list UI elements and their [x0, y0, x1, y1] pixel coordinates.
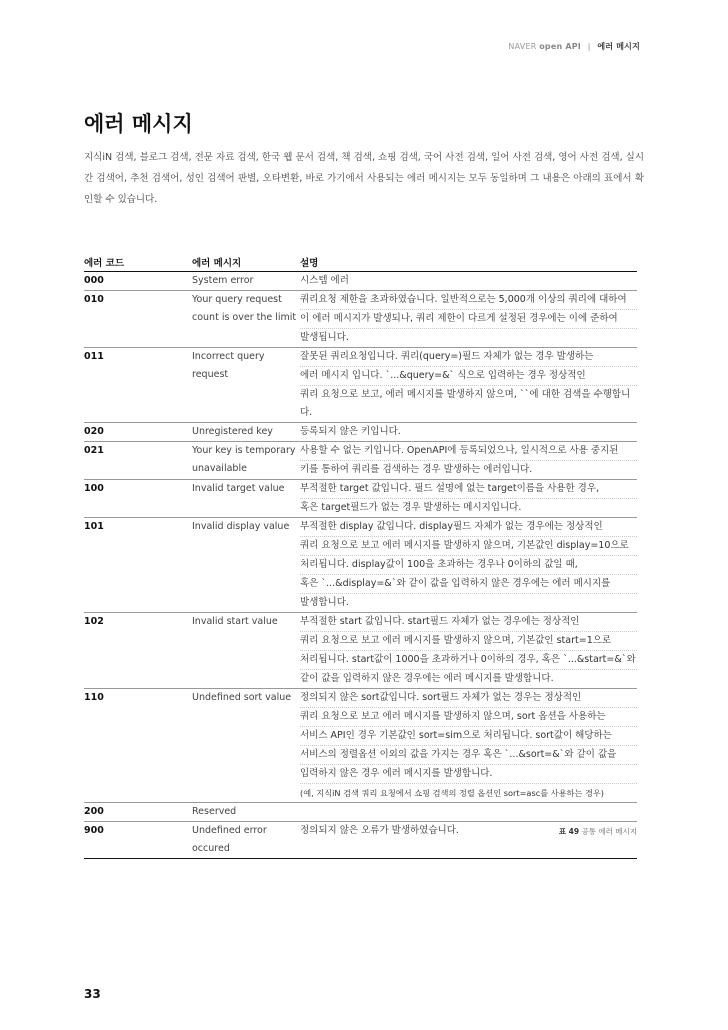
description-cell [300, 613, 637, 689]
error-message-line: unavailable [192, 463, 247, 474]
description-line: 혹은 `...&display=&`와 같이 값을 입력하지 않은 경우에는 에러 메시지를 [300, 575, 637, 594]
error-message-line: Incorrect query [192, 351, 265, 362]
description-cell [300, 348, 637, 423]
description-cell [300, 291, 637, 348]
page-title: 에러 메시지 [84, 112, 193, 136]
table-row [84, 480, 637, 518]
description-line [300, 803, 637, 821]
description-line: 부적절한 target 값입니다. 필드 설명에 없는 target이름을 사용한 경우, [300, 480, 637, 499]
error-message-line: count is over the limit [192, 312, 297, 323]
description-line: (예, 지식iN 검색 쿼리 요청에서 쇼핑 검색의 정렬 옵션인 sort=asc를 사용하는 경우) [300, 788, 604, 798]
description-cell [300, 689, 637, 803]
description-line: 쿼리요청 제한을 초과하였습니다. 일반적으로는 5,000개 이상의 쿼리에 대하여 [300, 291, 637, 310]
header-product: open API [539, 42, 581, 51]
description-line: 쿼리 요청으로 보고 에러 메시지를 발생하지 않으며, 기본값인 start=1으로 [300, 632, 637, 651]
error-code-cell: 101 [84, 518, 192, 613]
table-body [84, 272, 637, 859]
header-description: 설명 [300, 252, 637, 272]
error-code-cell: 020 [84, 423, 192, 442]
error-code-cell: 200 [84, 803, 192, 822]
description-cell [300, 480, 637, 518]
description-line: 에러 메시지 입니다. `...&query=&` 식으로 입력하는 경우 정상적인 [300, 367, 637, 386]
table-row [84, 518, 637, 613]
table-caption [559, 826, 637, 837]
header-section: 에러 메시지 [597, 42, 640, 51]
error-message-cell [192, 613, 300, 689]
description-line: 사용할 수 없는 키입니다. OpenAPI에 등록되었으나, 일시적으로 사용 중지된 [300, 442, 637, 461]
description-line: 처리됩니다. start값이 1000을 초과하거나 0이하의 경우, 혹은 `...&start=&`와 [300, 651, 637, 670]
table-row [84, 423, 637, 442]
description-cell [300, 518, 637, 613]
error-message-line: Invalid target value [192, 483, 285, 494]
description-line: 부적절한 start 값입니다. start필드 자체가 없는 경우에는 정상적인 [300, 613, 637, 632]
description-cell [300, 423, 637, 442]
error-message-line: Reserved [192, 806, 237, 817]
description-line: 시스템 에러 [300, 275, 349, 286]
header-separator: | [587, 42, 591, 51]
description-line: 등록되지 않은 키입니다. [300, 426, 401, 437]
description-cell [300, 442, 637, 480]
description-line: 발생됩니다. [300, 332, 349, 343]
table-row [84, 822, 637, 859]
table-row [84, 348, 637, 423]
description-line: 키를 통하여 쿼리를 검색하는 경우 발생하는 에러입니다. [300, 464, 533, 475]
error-message-cell [192, 822, 300, 859]
error-message-line: Unregistered key [192, 426, 273, 437]
error-code-cell: 100 [84, 480, 192, 518]
description-line: 서비스의 정렬옵션 이외의 값을 가지는 경우 혹은 `...&sort=&`와 같이 값을 [300, 746, 637, 765]
description-line: 쿼리 요청으로 보고 에러 메시지를 발생하지 않으며, 기본값인 display=10으로 [300, 537, 637, 556]
error-message-line: Undefined error [192, 825, 267, 836]
description-line: 부적절한 display 값입니다. display필드 자체가 없는 경우에는 정상적인 [300, 518, 637, 537]
error-table [84, 252, 637, 859]
error-message-cell [192, 480, 300, 518]
description-line: 쿼리 요청으로 보고 에러 메시지를 발생하지 않으며, sort 옵션을 사용하는 [300, 708, 637, 727]
description-line: 발생합니다. [300, 597, 349, 608]
description-line: 서비스 API인 경우 기본값인 sort=sim으로 처리됩니다. sort값이 해당하는 [300, 727, 637, 746]
description-line: 입력하지 않은 경우 에러 메시지를 발생합니다. [300, 765, 637, 784]
description-line: 쿼리 요청으로 보고, 에러 메시지를 발생하지 않으며, ``에 대한 검색을 수행합니다. [300, 389, 631, 418]
description-line: 처리됩니다. display값이 100을 초과하는 경우나 0이하의 값일 때, [300, 556, 637, 575]
error-message-cell [192, 442, 300, 480]
description-line: 정의되지 않은 sort값입니다. sort필드 자체가 없는 경우는 정상적인 [300, 689, 637, 708]
description-line: 정의되지 않은 오류가 발생하였습니다. [300, 825, 459, 836]
header-error-code: 에러 코드 [84, 252, 192, 272]
error-message-line: Undefined sort value [192, 692, 292, 703]
description-cell [300, 803, 637, 822]
error-code-cell: 000 [84, 272, 192, 291]
table-row [84, 272, 637, 291]
error-message-cell [192, 518, 300, 613]
error-code-cell: 900 [84, 822, 192, 859]
caption-label: 표 49 [558, 827, 580, 836]
description-line: 같이 값을 입력하지 않은 경우에는 에러 메시지를 발생합니다. [300, 673, 554, 684]
table-row [84, 442, 637, 480]
error-code-cell: 021 [84, 442, 192, 480]
header-error-message: 에러 메시지 [192, 252, 300, 272]
table-row [84, 689, 637, 803]
error-message-cell [192, 803, 300, 822]
description-line: 이 에러 메시지가 발생되나, 쿼리 제한이 다르게 설정된 경우에는 이에 준하여 [300, 310, 637, 329]
running-header [508, 41, 640, 52]
table-header-row [84, 252, 637, 272]
error-message-cell [192, 689, 300, 803]
description-cell [300, 272, 637, 291]
error-message-line: request [192, 369, 229, 380]
error-message-line: Invalid display value [192, 521, 290, 532]
error-code-cell: 110 [84, 689, 192, 803]
error-message-cell [192, 348, 300, 423]
error-message-line: Invalid start value [192, 616, 278, 627]
error-message-line: System error [192, 275, 254, 286]
error-code-cell: 011 [84, 348, 192, 423]
error-code-cell: 010 [84, 291, 192, 348]
error-message-line: Your query request [192, 294, 282, 305]
table-row [84, 291, 637, 348]
table-row [84, 613, 637, 689]
header-brand: NAVER [508, 42, 537, 51]
error-message-line: occured [192, 843, 230, 854]
description-line: 잘못된 쿼리요청입니다. 쿼리(query=)필드 자체가 없는 경우 발생하는 [300, 348, 637, 367]
caption-text: 공통 에러 메시지 [581, 827, 637, 836]
error-message-cell [192, 272, 300, 291]
error-message-cell [192, 423, 300, 442]
error-message-line: Your key is temporary [192, 445, 296, 456]
page-number: 33 [84, 987, 101, 1001]
error-code-cell: 102 [84, 613, 192, 689]
error-message-cell [192, 291, 300, 348]
intro-paragraph: 지식iN 검색, 블로그 검색, 전문 자료 검색, 한국 웹 문서 검색, 책 검색, 쇼핑 검색, 국어 사전 검색, 일어 사전 검색, 영어 사전 검색, 실시간 검색어, 추천 검색어, 성인 검색어 판별, 오타변환, 바로 가기에서 사용되는 에러 메시지는 모두 동일하며 그 내용은 아래의 표에서 확인할 수 있습니다. [84, 152, 644, 205]
description-line: 혹은 target필드가 없는 경우 발생하는 메시지입니다. [300, 502, 522, 513]
table-row [84, 803, 637, 822]
